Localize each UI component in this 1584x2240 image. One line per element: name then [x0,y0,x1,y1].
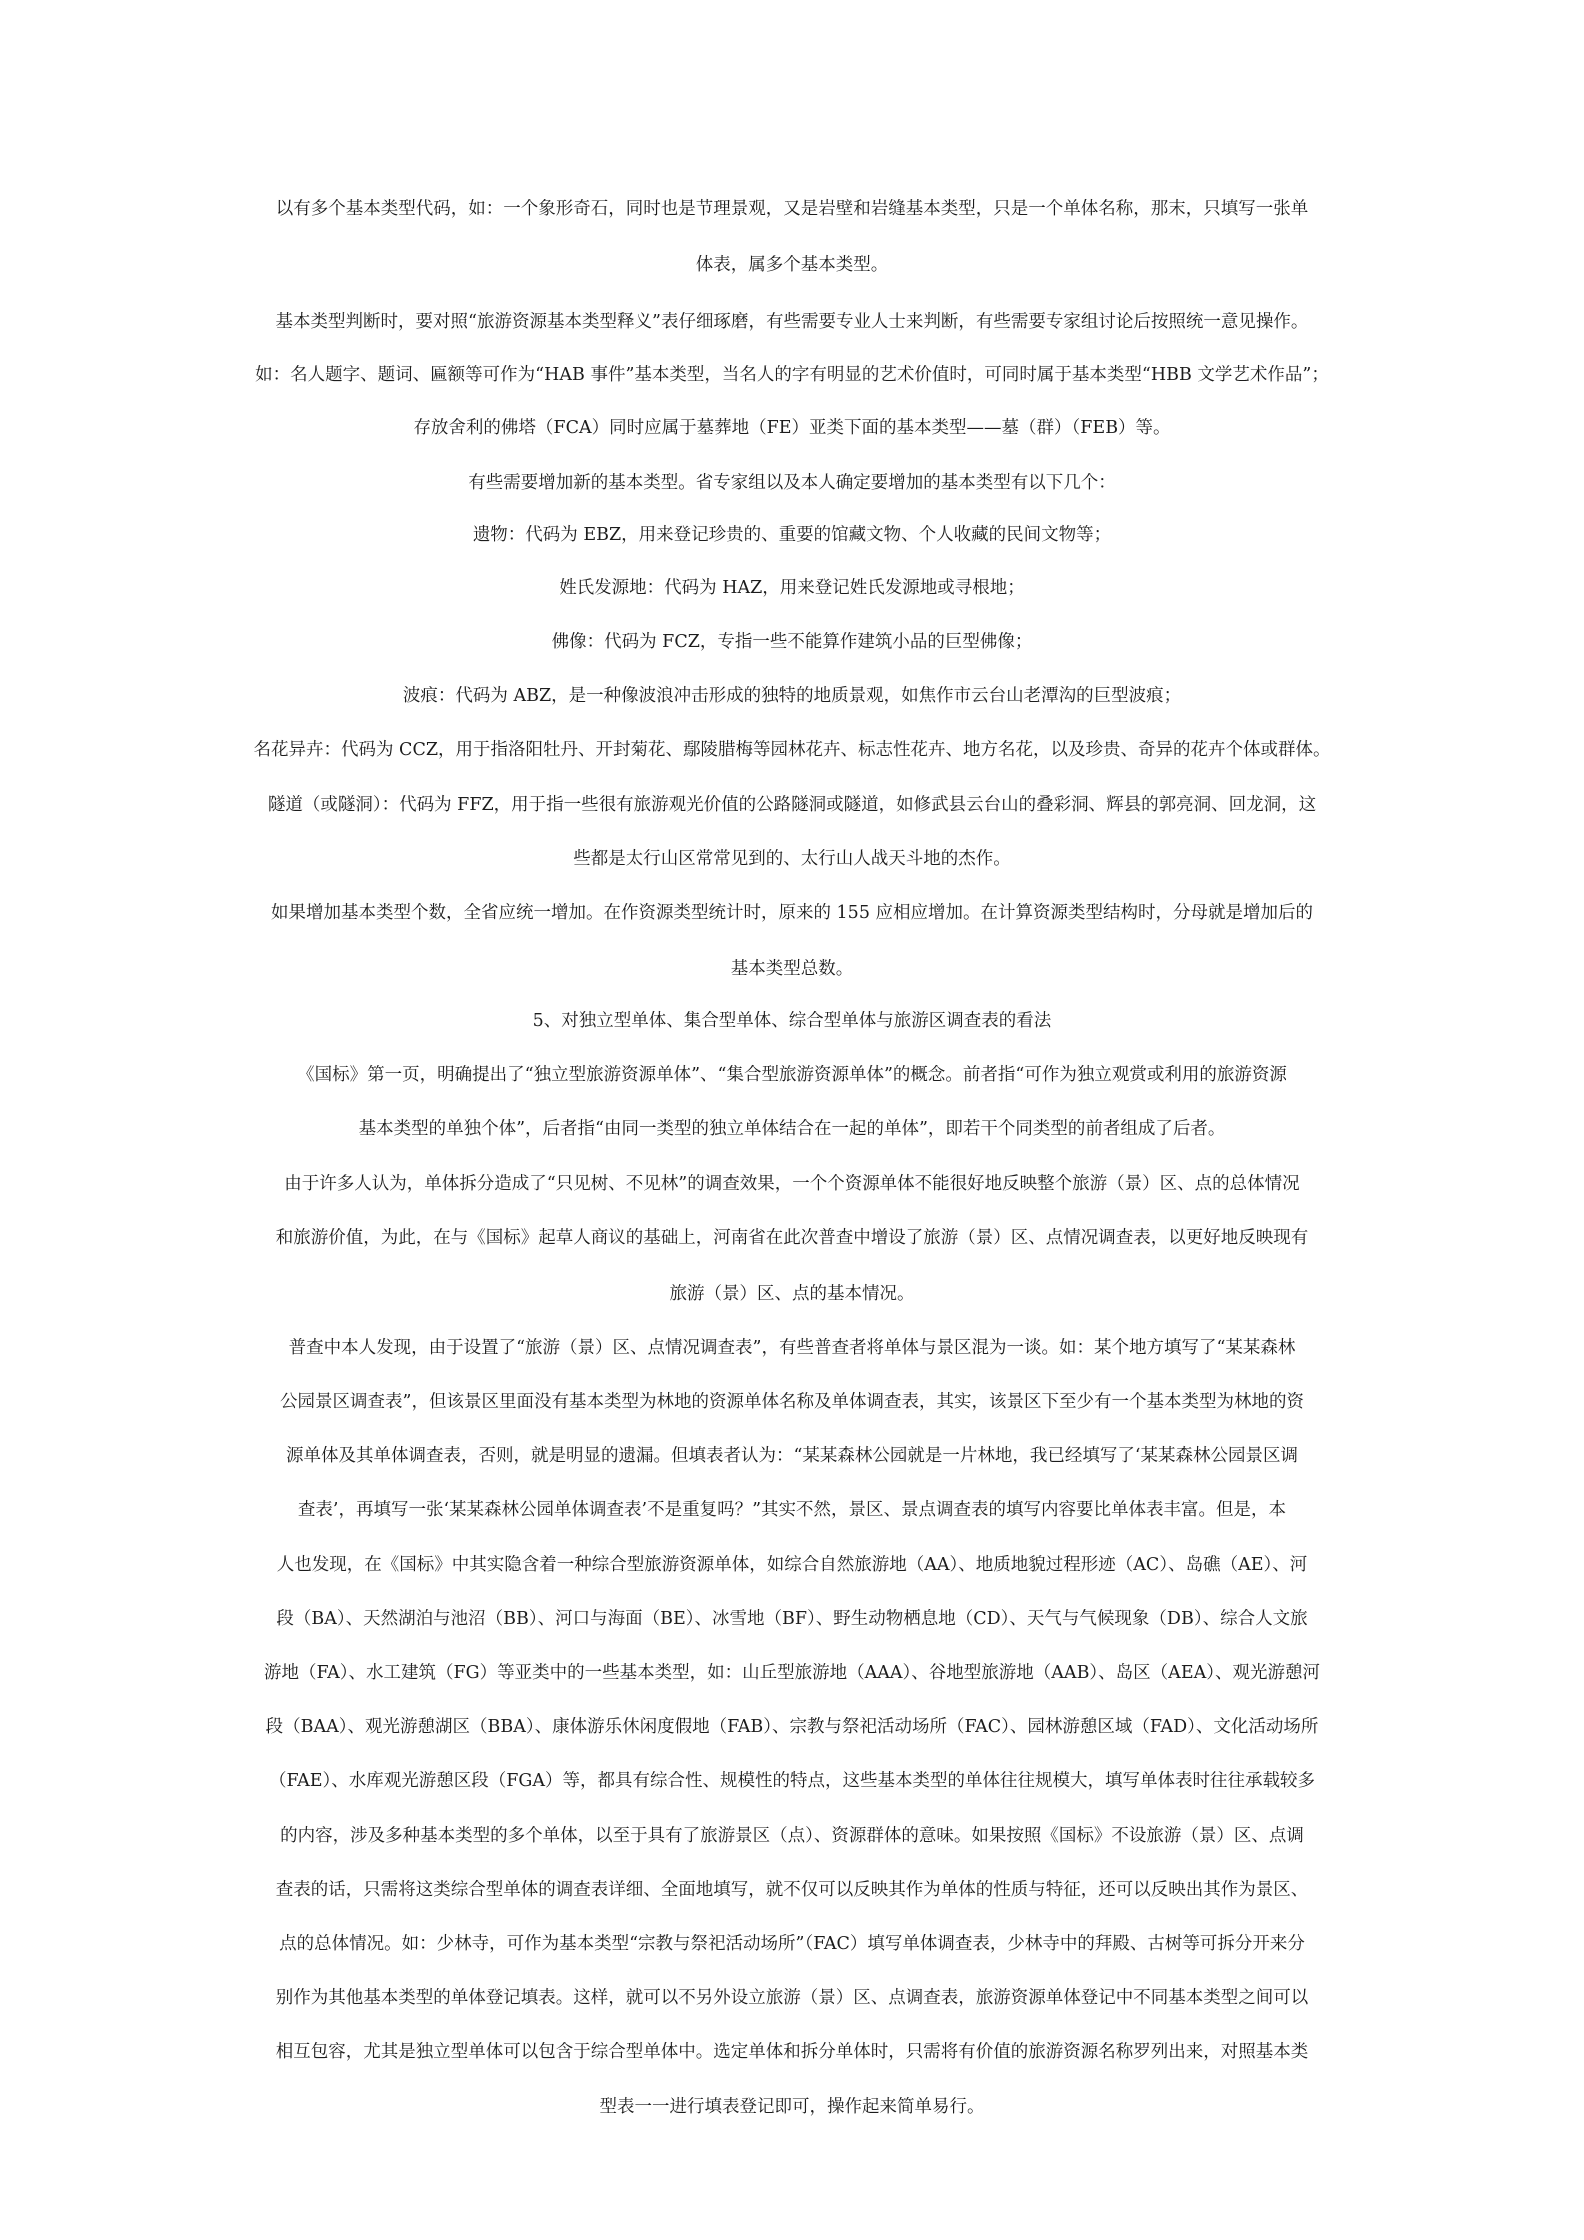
text-line: 查表’，再填写一张‘某某森林公园单体调查表’不是重复吗？”其实不然，景区、景点调查表的填写内容要比单体表丰富。但是，本 [297,1500,1287,1520]
text-line: （FAE）、水库观光游憩区段（FGA）等，都具有综合性、规模性的特点，这些基本类型的单体往往规模大，填写单体表时往往承载较多 [268,1771,1316,1791]
text-line: 以有多个基本类型代码，如：一个象形奇石，同时也是节理景观，又是岩壁和岩缝基本类型，只是一个单体名称，那末，只填写一张单 [275,199,1309,219]
text-line: 公园景区调查表”，但该景区里面没有基本类型为林地的资源单体名称及单体调查表，其实，该景区下至少有一个基本类型为林地的资 [280,1392,1304,1412]
text-line: 相互包容，尤其是独立型单体可以包含于综合型单体中。选定单体和拆分单体时，只需将有价值的旅游资源名称罗列出来，对照基本类 [275,2042,1309,2062]
text-line: 如果增加基本类型个数，全省应统一增加。在作资源类型统计时，原来的 155 应相应增加。在计算资源类型结构时，分母就是增加后的 [270,903,1314,923]
text-line: 遗物：代码为 EBZ，用来登记珍贵的、重要的馆藏文物、个人收藏的民间文物等； [472,525,1112,545]
text-line: 隧道（或隧洞）：代码为 FFZ，用于指一些很有旅游观光价值的公路隧洞或隧道，如修武县云台山的叠彩洞、辉县的郭亮洞、回龙洞，这 [267,795,1317,815]
text-line: 基本类型总数。 [730,959,854,979]
text-line: 人也发现，在《国标》中其实隐含着一种综合型旅游资源单体，如综合自然旅游地（AA）、地质地貌过程形迹（AC）、岛礁（AE）、河 [276,1555,1308,1575]
text-line: 有些需要增加新的基本类型。省专家组以及本人确定要增加的基本类型有以下几个： [468,473,1116,493]
text-line: 如：名人题字、题词、匾额等可作为“HAB 事件”基本类型，当名人的字有明显的艺术价值时，可同时属于基本类型“HBB 文学艺术作品”； [255,365,1329,385]
text-line: 名花异卉：代码为 CCZ，用于指洛阳牡丹、开封菊花、鄢陵腊梅等园林花卉、标志性花卉、地方名花，以及珍贵、奇异的花卉个体或群体。 [253,740,1331,760]
text-line: 源单体及其单体调查表，否则，就是明显的遗漏。但填表者认为：“某某森林公园就是一片林地，我已经填写了‘某某森林公园景区调 [285,1446,1298,1466]
text-line: 基本类型判断时，要对照“旅游资源基本类型释义”表仔细琢磨，有些需要专业人士来判断，有些需要专家组讨论后按照统一意见操作。 [275,312,1309,332]
text-line: 的内容，涉及多种基本类型的多个单体，以至于具有了旅游景区（点）、资源群体的意味。如果按照《国标》不设旅游（景）区、点调 [280,1826,1304,1846]
text-line: 佛像：代码为 FCZ，专指一些不能算作建筑小品的巨型佛像； [551,632,1033,652]
text-line: 基本类型的单独个体”，后者指“由同一类型的独立单体结合在一起的单体”，即若干个同类型的前者组成了后者。 [358,1119,1226,1139]
text-line: 点的总体情况。如：少林寺，可作为基本类型“宗教与祭祀活动场所”（FAC）填写单体调查表，少林寺中的拜殿、古树等可拆分开来分 [279,1934,1305,1954]
text-line: 波痕：代码为 ABZ，是一种像波浪冲击形成的独特的地质景观，如焦作市云台山老潭沟的巨型波痕； [402,686,1182,706]
text-line: 些都是太行山区常常见到的、太行山人战天斗地的杰作。 [573,849,1011,869]
text-line: 旅游（景）区、点的基本情况。 [669,1284,915,1304]
text-line: 存放舍利的佛塔（FCA）同时应属于墓葬地（FE）亚类下面的基本类型——墓（群）（FEB）等。 [413,418,1171,438]
text-line: 查表的话，只需将这类综合型单体的调查表详细、全面地填写，就不仅可以反映其作为单体的性质与特征，还可以反映出其作为景区、 [275,1880,1309,1900]
text-line: 《国标》第一页，明确提出了“独立型旅游资源单体”、“集合型旅游资源单体”的概念。前者指“可作为独立观赏或利用的旅游资源 [297,1065,1287,1085]
text-line: 段（BA）、天然湖泊与池沼（BB）、河口与海面（BE）、冰雪地（BF）、野生动物栖息地（CD）、天气与气候现象（DB）、综合人文旅 [276,1609,1308,1629]
text-line: 别作为其他基本类型的单体登记填表。这样，就可以不另外设立旅游（景）区、点调查表，旅游资源单体登记中不同基本类型之间可以 [275,1988,1309,2008]
text-line: 段（BAA）、观光游憩湖区（BBA）、康体游乐休闲度假地（FAB）、宗教与祭祀活动场所（FAC）、园林游憩区域（FAD）、文化活动场所 [265,1717,1319,1737]
text-line: 体表，属多个基本类型。 [695,255,889,275]
text-line: 普查中本人发现，由于设置了“旅游（景）区、点情况调查表”，有些普查者将单体与景区混为一谈。如：某个地方填写了“某某森林 [288,1338,1296,1358]
text-line: 姓氏发源地：代码为 HAZ，用来登记姓氏发源地或寻根地； [559,578,1025,598]
text-line: 由于许多人认为，单体拆分造成了“只见树、不见林”的调查效果，一个个资源单体不能很好地反映整个旅游（景）区、点的总体情况 [284,1174,1300,1194]
text-line: 5、对独立型单体、集合型单体、综合型单体与旅游区调查表的看法 [532,1011,1052,1031]
text-line: 游地（FA）、水工建筑（FG）等亚类中的一些基本类型，如：山丘型旅游地（AAA）、谷地型旅游地（AAB）、岛区（AEA）、观光游憩河 [264,1663,1320,1683]
text-line: 型表一一进行填表登记即可，操作起来简单易行。 [599,2097,985,2117]
text-line: 和旅游价值，为此，在与《国标》起草人商议的基础上，河南省在此次普查中增设了旅游（景）区、点情况调查表，以更好地反映现有 [275,1228,1309,1248]
